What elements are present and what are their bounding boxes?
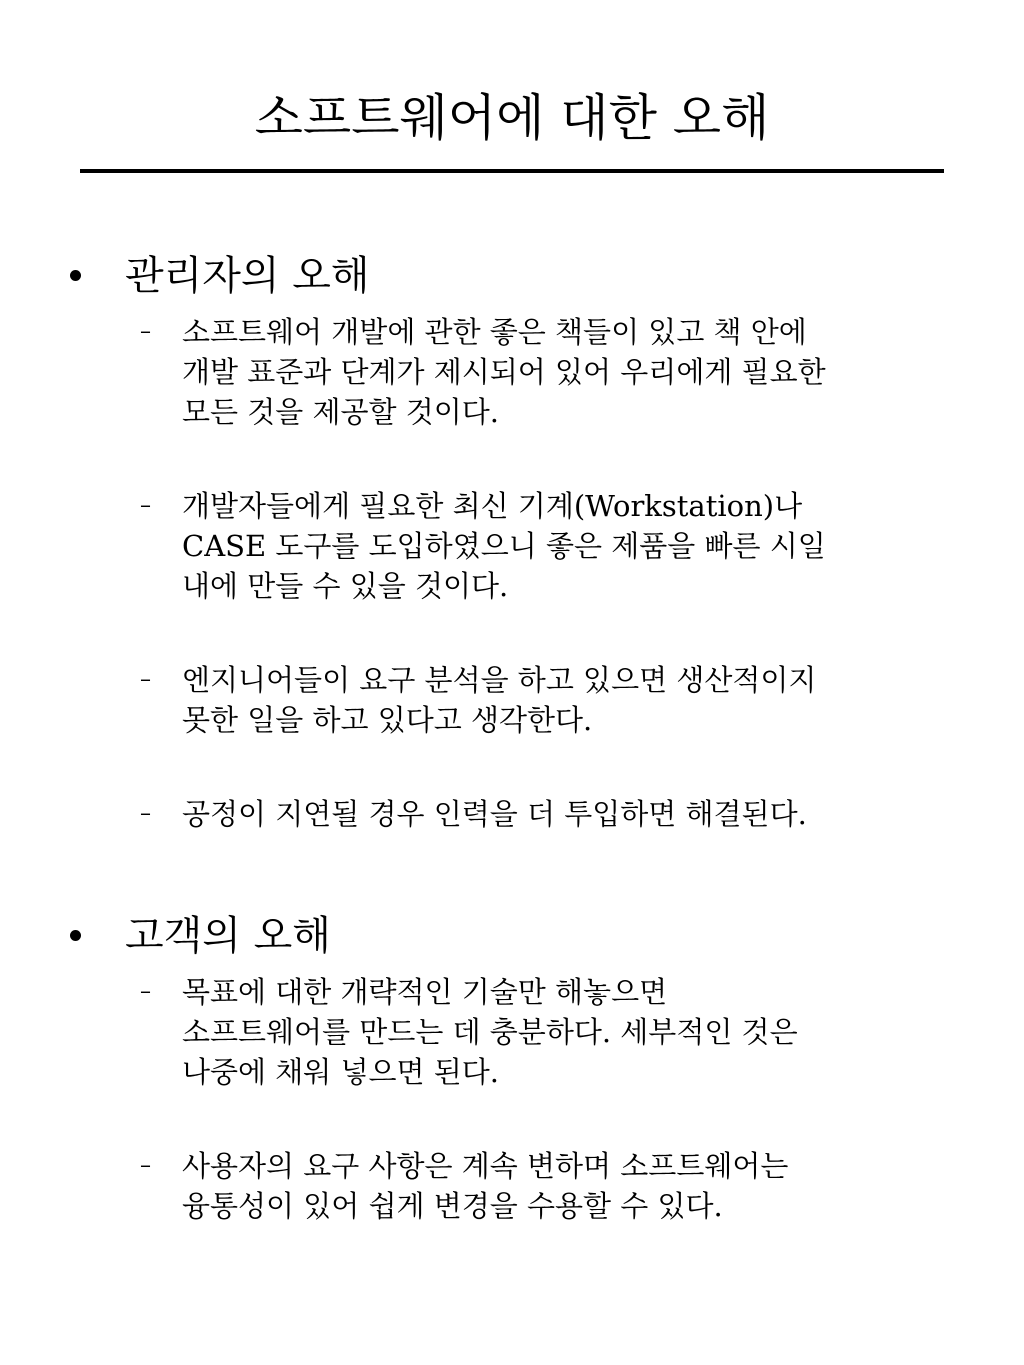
list-item-line: 내에 만들 수 있을 것이다. bbox=[182, 569, 509, 603]
list-item-line: 소프트웨어를 만드는 데 충분하다. 세부적인 것은 bbox=[182, 1015, 798, 1049]
list-item-line: 소프트웨어 개발에 관한 좋은 책들이 있고 책 안에 bbox=[182, 315, 807, 349]
list-item bbox=[140, 1146, 960, 1226]
dash-icon: – bbox=[140, 493, 151, 518]
list-item bbox=[140, 972, 960, 1092]
dash-icon: – bbox=[140, 667, 151, 692]
title-divider bbox=[80, 169, 944, 173]
section-heading bbox=[70, 908, 960, 964]
section-heading bbox=[70, 248, 960, 304]
list-item-line: 엔지니어들이 요구 분석을 하고 있으면 생산적이지 bbox=[182, 663, 817, 697]
list-item bbox=[140, 660, 960, 740]
bullet-dot-icon bbox=[70, 270, 81, 281]
section-manager-misconceptions bbox=[70, 248, 960, 834]
dash-icon: – bbox=[140, 801, 151, 826]
list-item-line: 모든 것을 제공할 것이다. bbox=[182, 395, 500, 429]
list-item-line: CASE 도구를 도입하였으니 좋은 제품을 빠른 시일 bbox=[182, 529, 826, 563]
dash-icon: – bbox=[140, 1153, 151, 1178]
list-item-line: 개발 표준과 단계가 제시되어 있어 우리에게 필요한 bbox=[182, 355, 826, 389]
list-item-line: 사용자의 요구 사항은 계속 변하며 소프트웨어는 bbox=[182, 1149, 789, 1183]
dash-icon: – bbox=[140, 319, 151, 344]
list-item-line: 개발자들에게 필요한 최신 기계(Workstation)나 bbox=[182, 489, 803, 523]
list-item-line: 나중에 채워 넣으면 된다. bbox=[182, 1055, 500, 1089]
list-item bbox=[140, 312, 960, 432]
list-item bbox=[140, 486, 960, 606]
list-item-line: 못한 일을 하고 있다고 생각한다. bbox=[182, 703, 593, 737]
bullet-dot-icon bbox=[70, 930, 81, 941]
list-item bbox=[140, 794, 960, 834]
list-item-line: 목표에 대한 개략적인 기술만 해놓으면 bbox=[182, 975, 668, 1009]
slide-title: 소프트웨어에 대한 오해 bbox=[254, 89, 770, 147]
list-item-line: 융통성이 있어 쉽게 변경을 수용할 수 있다. bbox=[182, 1189, 723, 1223]
section-label: 고객의 오해 bbox=[125, 913, 331, 959]
section-label: 관리자의 오해 bbox=[125, 253, 370, 299]
list-item-line: 공정이 지연될 경우 인력을 더 투입하면 해결된다. bbox=[182, 797, 807, 831]
dash-icon: – bbox=[140, 979, 151, 1004]
section-customer-misconceptions bbox=[70, 908, 960, 1226]
